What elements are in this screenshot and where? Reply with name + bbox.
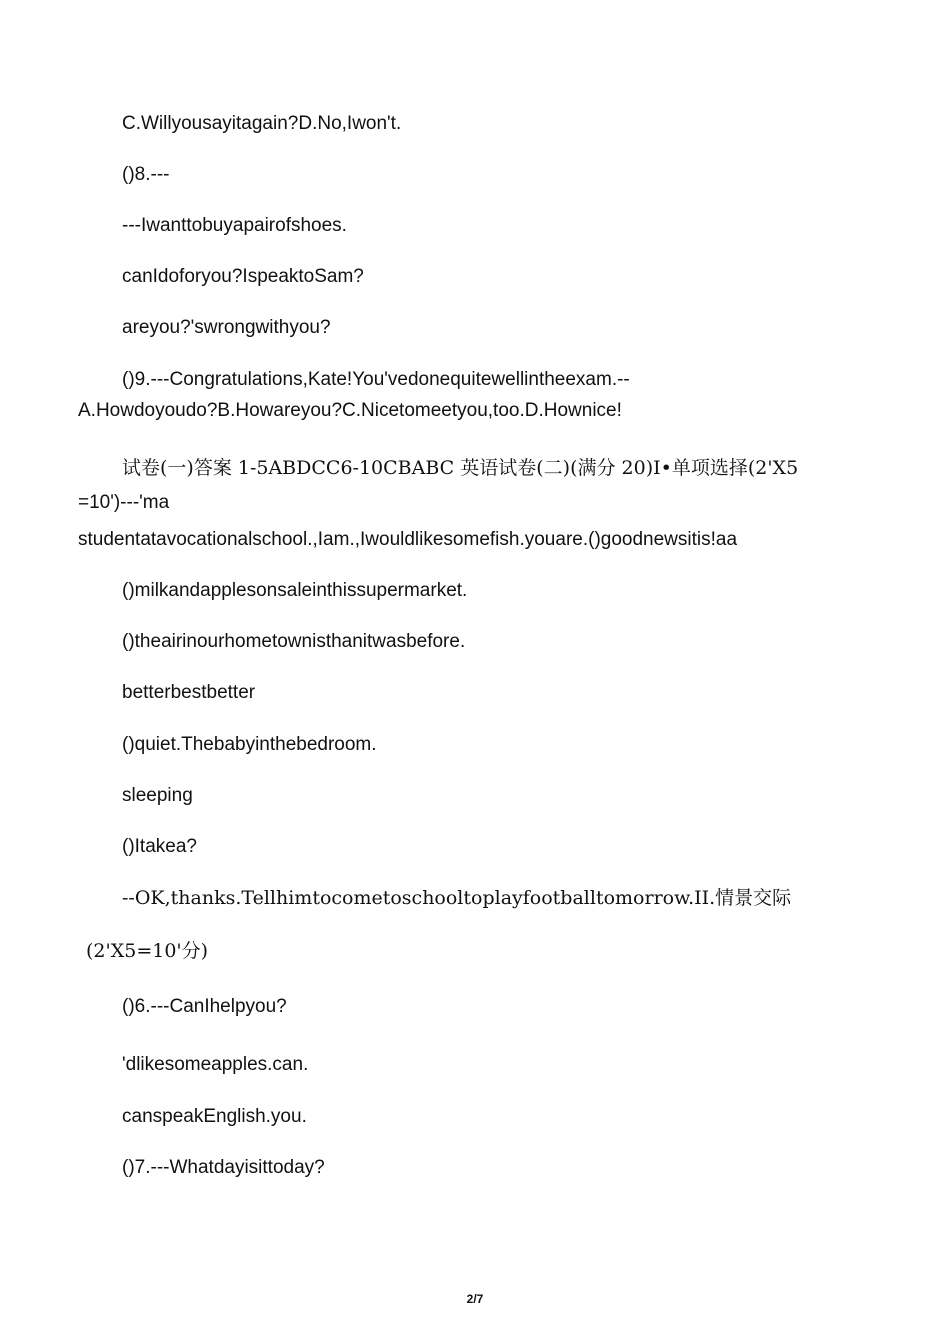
text-line: studentatavocationalschool.,Iam.,Iwouldlikesomefish.youare.()goodnewsitis!aa	[78, 529, 738, 550]
text-line: canspeakEnglish.you.	[122, 1106, 307, 1127]
section-2-header-line: --OK,thanks.Tellhimtocometoschooltoplayfootballtomorrow.II.情景交际	[122, 887, 792, 909]
text-line: =10')---'ma	[78, 492, 170, 513]
text-line: ()quiet.Thebabyinthebedroom.	[122, 734, 377, 755]
question-9-options: A.Howdoyoudo?B.Howareyou?C.Nicetomeetyou,too.D.Hownice!	[78, 400, 622, 421]
answer-key-and-section-header: 试卷(一)答案 1-5ABDCC6-10CBABC 英语试卷(二)(满分 20)I•单项选择(2'X5	[122, 457, 799, 479]
text-line: betterbestbetter	[122, 682, 256, 703]
section-2-score: (2'X5=10'分)	[86, 940, 209, 962]
text-line: canIdoforyou?IspeaktoSam?	[122, 266, 364, 287]
text-line: areyou?'swrongwithyou?	[122, 317, 331, 338]
text-line: ()milkandapplesonsaleinthissupermarket.	[122, 580, 468, 601]
question-9: ()9.---Congratulations,Kate!You'vedonequitewellintheexam.--	[122, 369, 630, 390]
text-line: 'dlikesomeapples.can.	[122, 1054, 309, 1075]
text-line: sleeping	[122, 785, 193, 806]
text-line: ()Itakea?	[122, 836, 197, 857]
question-6: ()6.---CanIhelpyou?	[122, 996, 287, 1017]
question-7: ()7.---Whatdayisittoday?	[122, 1157, 325, 1178]
text-line: C.Willyousayitagain?D.No,Iwon't.	[122, 113, 402, 134]
question-8-number: ()8.---	[122, 164, 170, 185]
text-line: ---Iwanttobuyapairofshoes.	[122, 215, 347, 236]
text-line: ()theairinourhometownisthanitwasbefore.	[122, 631, 466, 652]
page-number: 2/7	[466, 1292, 484, 1306]
